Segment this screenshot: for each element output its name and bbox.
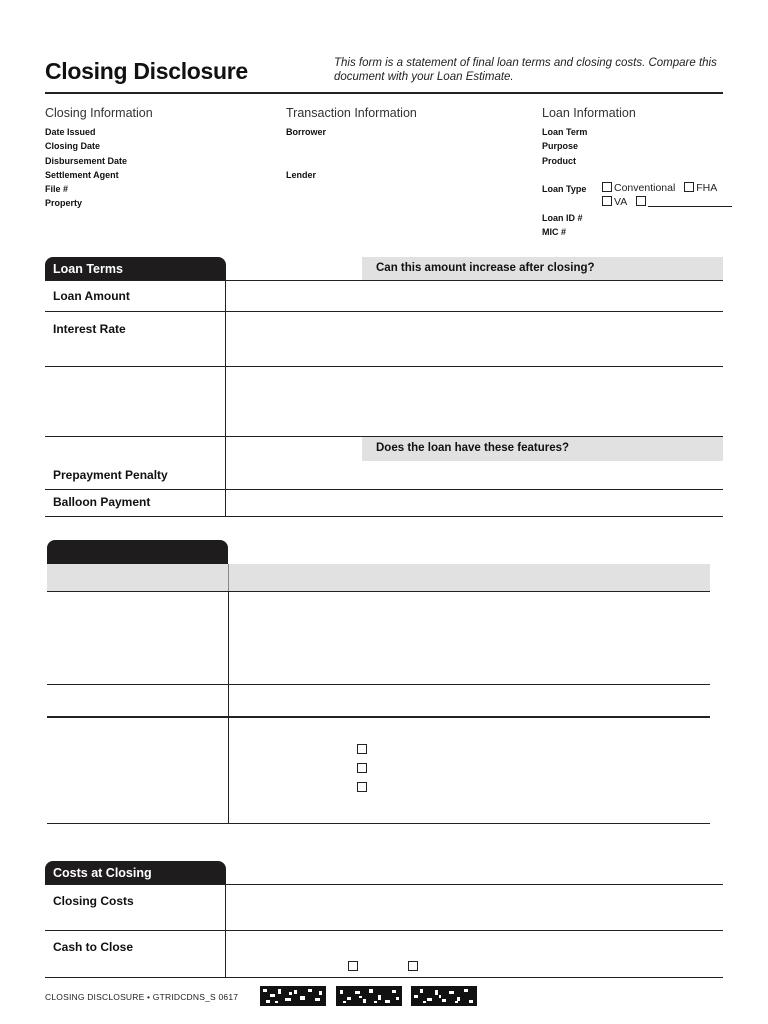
va-label: VA bbox=[614, 196, 627, 208]
escrow-checkbox-1[interactable] bbox=[357, 744, 367, 754]
loan-info-labels bbox=[542, 125, 587, 168]
other-loan-type-checkbox[interactable] bbox=[636, 196, 646, 206]
prepayment-penalty-label: Prepayment Penalty bbox=[53, 468, 168, 482]
unlabeled-section-tab bbox=[47, 540, 228, 564]
unlabeled-header-band bbox=[47, 564, 710, 591]
features-question-band: Does the loan have these features? bbox=[362, 437, 723, 461]
cash-to-close-checkbox-2[interactable] bbox=[408, 961, 418, 971]
closing-info-heading: Closing Information bbox=[45, 106, 153, 120]
conventional-label: Conventional bbox=[614, 182, 676, 194]
unlabeled-column-divider bbox=[228, 591, 229, 823]
unlabeled-header-divider bbox=[228, 564, 229, 591]
costs-top-rule bbox=[45, 884, 723, 885]
barcode-3 bbox=[411, 986, 477, 1006]
cash-to-close-label: Cash to Close bbox=[53, 940, 134, 954]
loan-terms-rule-1 bbox=[45, 311, 723, 312]
disbursement-date-label: Disbursement Date bbox=[45, 155, 128, 166]
fha-checkbox[interactable] bbox=[684, 182, 694, 192]
escrow-checkbox-2[interactable] bbox=[357, 763, 367, 773]
mic-label: MIC # bbox=[542, 227, 567, 237]
loan-terms-tab: Loan Terms bbox=[45, 257, 226, 280]
product-label: Product bbox=[542, 155, 577, 166]
loan-terms-top-rule bbox=[45, 280, 723, 281]
va-checkbox[interactable] bbox=[602, 196, 612, 206]
costs-column-divider bbox=[225, 884, 226, 977]
property-label: Property bbox=[45, 198, 83, 209]
balloon-payment-label: Balloon Payment bbox=[53, 495, 151, 509]
increase-question-band: Can this amount increase after closing? bbox=[362, 257, 723, 280]
loan-info-heading: Loan Information bbox=[542, 106, 636, 120]
costs-rule-1 bbox=[45, 930, 723, 931]
loan-term-label: Loan Term bbox=[542, 127, 588, 137]
conventional-checkbox[interactable] bbox=[602, 182, 612, 192]
closing-date-label: Closing Date bbox=[45, 141, 101, 152]
cash-to-close-checkbox-1[interactable] bbox=[348, 961, 358, 971]
loan-terms-rule-2 bbox=[45, 366, 723, 367]
intro-text: This form is a statement of final loan terms and closing costs. Compare this document with your Loan Estimate. bbox=[334, 57, 717, 83]
loan-type-label: Loan Type bbox=[542, 184, 587, 194]
lender-label: Lender bbox=[286, 170, 317, 180]
loan-amount-label: Loan Amount bbox=[53, 289, 130, 303]
unlabeled-bottom-rule bbox=[47, 823, 710, 824]
loan-terms-bottom-rule bbox=[45, 516, 723, 517]
closing-costs-label: Closing Costs bbox=[53, 894, 134, 908]
escrow-checkbox-3[interactable] bbox=[357, 782, 367, 792]
page-title: Closing Disclosure bbox=[45, 58, 248, 84]
other-loan-type-line[interactable] bbox=[648, 196, 732, 207]
footer-text: CLOSING DISCLOSURE • GTRIDCDNS_S 0617 bbox=[45, 992, 239, 1002]
interest-rate-label: Interest Rate bbox=[53, 322, 126, 336]
loan-id-label: Loan ID # bbox=[542, 213, 583, 223]
unlabeled-rule-2 bbox=[47, 684, 710, 685]
loan-terms-column-divider bbox=[225, 280, 226, 516]
header-divider bbox=[45, 92, 723, 94]
costs-at-closing-tab: Costs at Closing bbox=[45, 861, 226, 884]
date-issued-label: Date Issued bbox=[45, 127, 96, 137]
fha-label: FHA bbox=[696, 182, 718, 194]
loan-type-options-row1 bbox=[602, 182, 717, 194]
unlabeled-rule-3 bbox=[47, 716, 710, 718]
loan-type-options-row2 bbox=[602, 196, 732, 208]
barcode-1 bbox=[260, 986, 326, 1006]
unlabeled-rule-1 bbox=[47, 591, 710, 592]
costs-bottom-rule bbox=[45, 977, 723, 978]
settlement-agent-label: Settlement Agent bbox=[45, 169, 119, 180]
closing-info-labels bbox=[45, 125, 127, 211]
loan-terms-rule-4 bbox=[45, 489, 723, 490]
barcode-2 bbox=[336, 986, 402, 1006]
file-number-label: File # bbox=[45, 184, 69, 195]
borrower-label: Borrower bbox=[286, 127, 327, 137]
purpose-label: Purpose bbox=[542, 141, 579, 152]
transaction-info-heading: Transaction Information bbox=[286, 106, 417, 120]
